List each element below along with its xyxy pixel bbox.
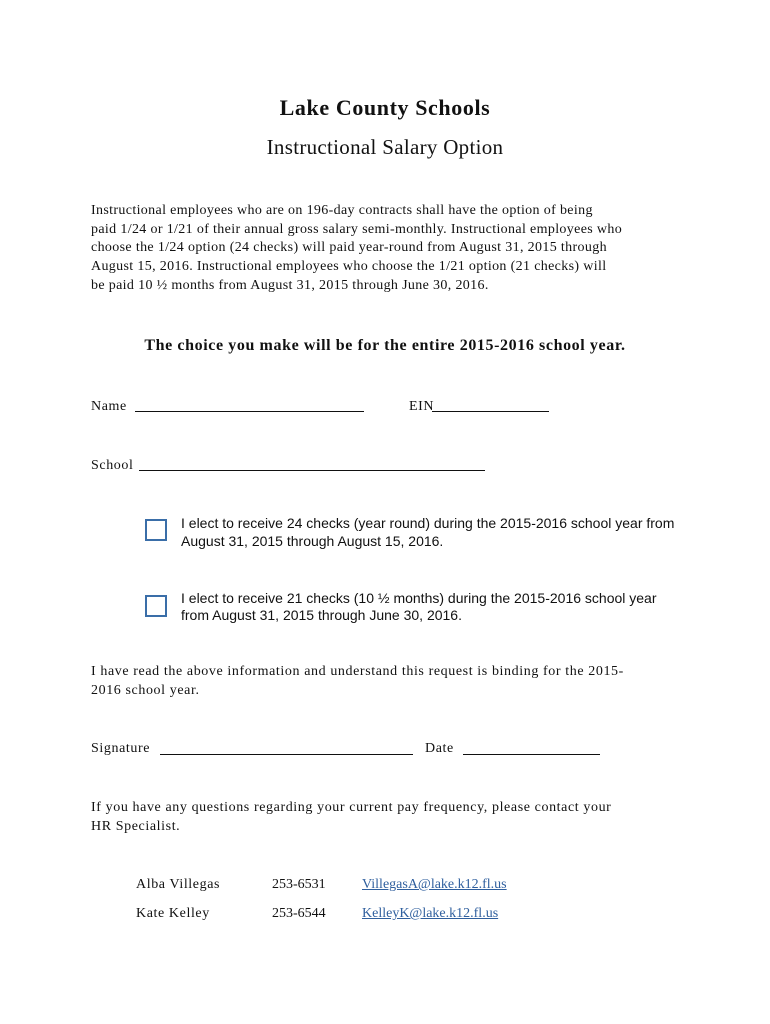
acknowledgement-line: 2016 school year. [91,683,200,698]
ein-field[interactable] [432,411,549,412]
option-21-checks-text: I elect to receive 21 checks (10 ½ months) during the 2015-2016 school year [181,590,657,606]
contact-name: Kate Kelley [136,906,210,921]
option-21-checks-text: from August 31, 2015 through June 30, 2016. [181,607,462,623]
ein-label: EIN [409,399,435,414]
date-field[interactable] [463,754,600,755]
intro-line: choose the 1/24 option (24 checks) will paid year-round from August 31, 2015 through [91,240,607,255]
intro-line: paid 1/24 or 1/21 of their annual gross salary semi-monthly. Instructional employees who [91,222,623,237]
choice-statement: The choice you make will be for the entire 2015-2016 school year. [144,337,626,354]
contact-email-link[interactable]: VillegasA@lake.k12.fl.us [362,877,507,892]
contact-name: Alba Villegas [136,877,221,892]
page-subtitle: Instructional Salary Option [266,135,504,159]
intro-line: Instructional employees who are on 196-day contracts shall have the option of being [91,203,593,218]
page-title: Lake County Schools [279,95,491,120]
option-24-checks-text: August 31, 2015 through August 15, 2016. [181,533,444,549]
option-24-checks-checkbox[interactable] [145,519,167,541]
questions-line: If you have any questions regarding your current pay frequency, please contact your [91,800,612,815]
acknowledgement-line: I have read the above information and understand this request is binding for the 2015- [91,664,624,679]
contact-phone: 253-6531 [272,877,326,892]
date-label: Date [425,741,454,756]
school-label: School [91,458,134,473]
intro-line: be paid 10 ½ months from August 31, 2015 through June 30, 2016. [91,278,489,293]
name-field[interactable] [135,411,364,412]
contact-email-link[interactable]: KelleyK@lake.k12.fl.us [362,906,499,921]
signature-label: Signature [91,741,151,756]
option-24-checks-text: I elect to receive 24 checks (year round) during the 2015-2016 school year from [181,515,675,531]
option-21-checks-checkbox[interactable] [145,595,167,617]
name-label: Name [91,399,127,414]
school-field[interactable] [139,470,485,471]
intro-line: August 15, 2016. Instructional employees who choose the 1/21 option (21 checks) will [91,259,607,274]
signature-field[interactable] [160,754,413,755]
contact-phone: 253-6544 [272,906,326,921]
questions-line: HR Specialist. [91,819,181,834]
